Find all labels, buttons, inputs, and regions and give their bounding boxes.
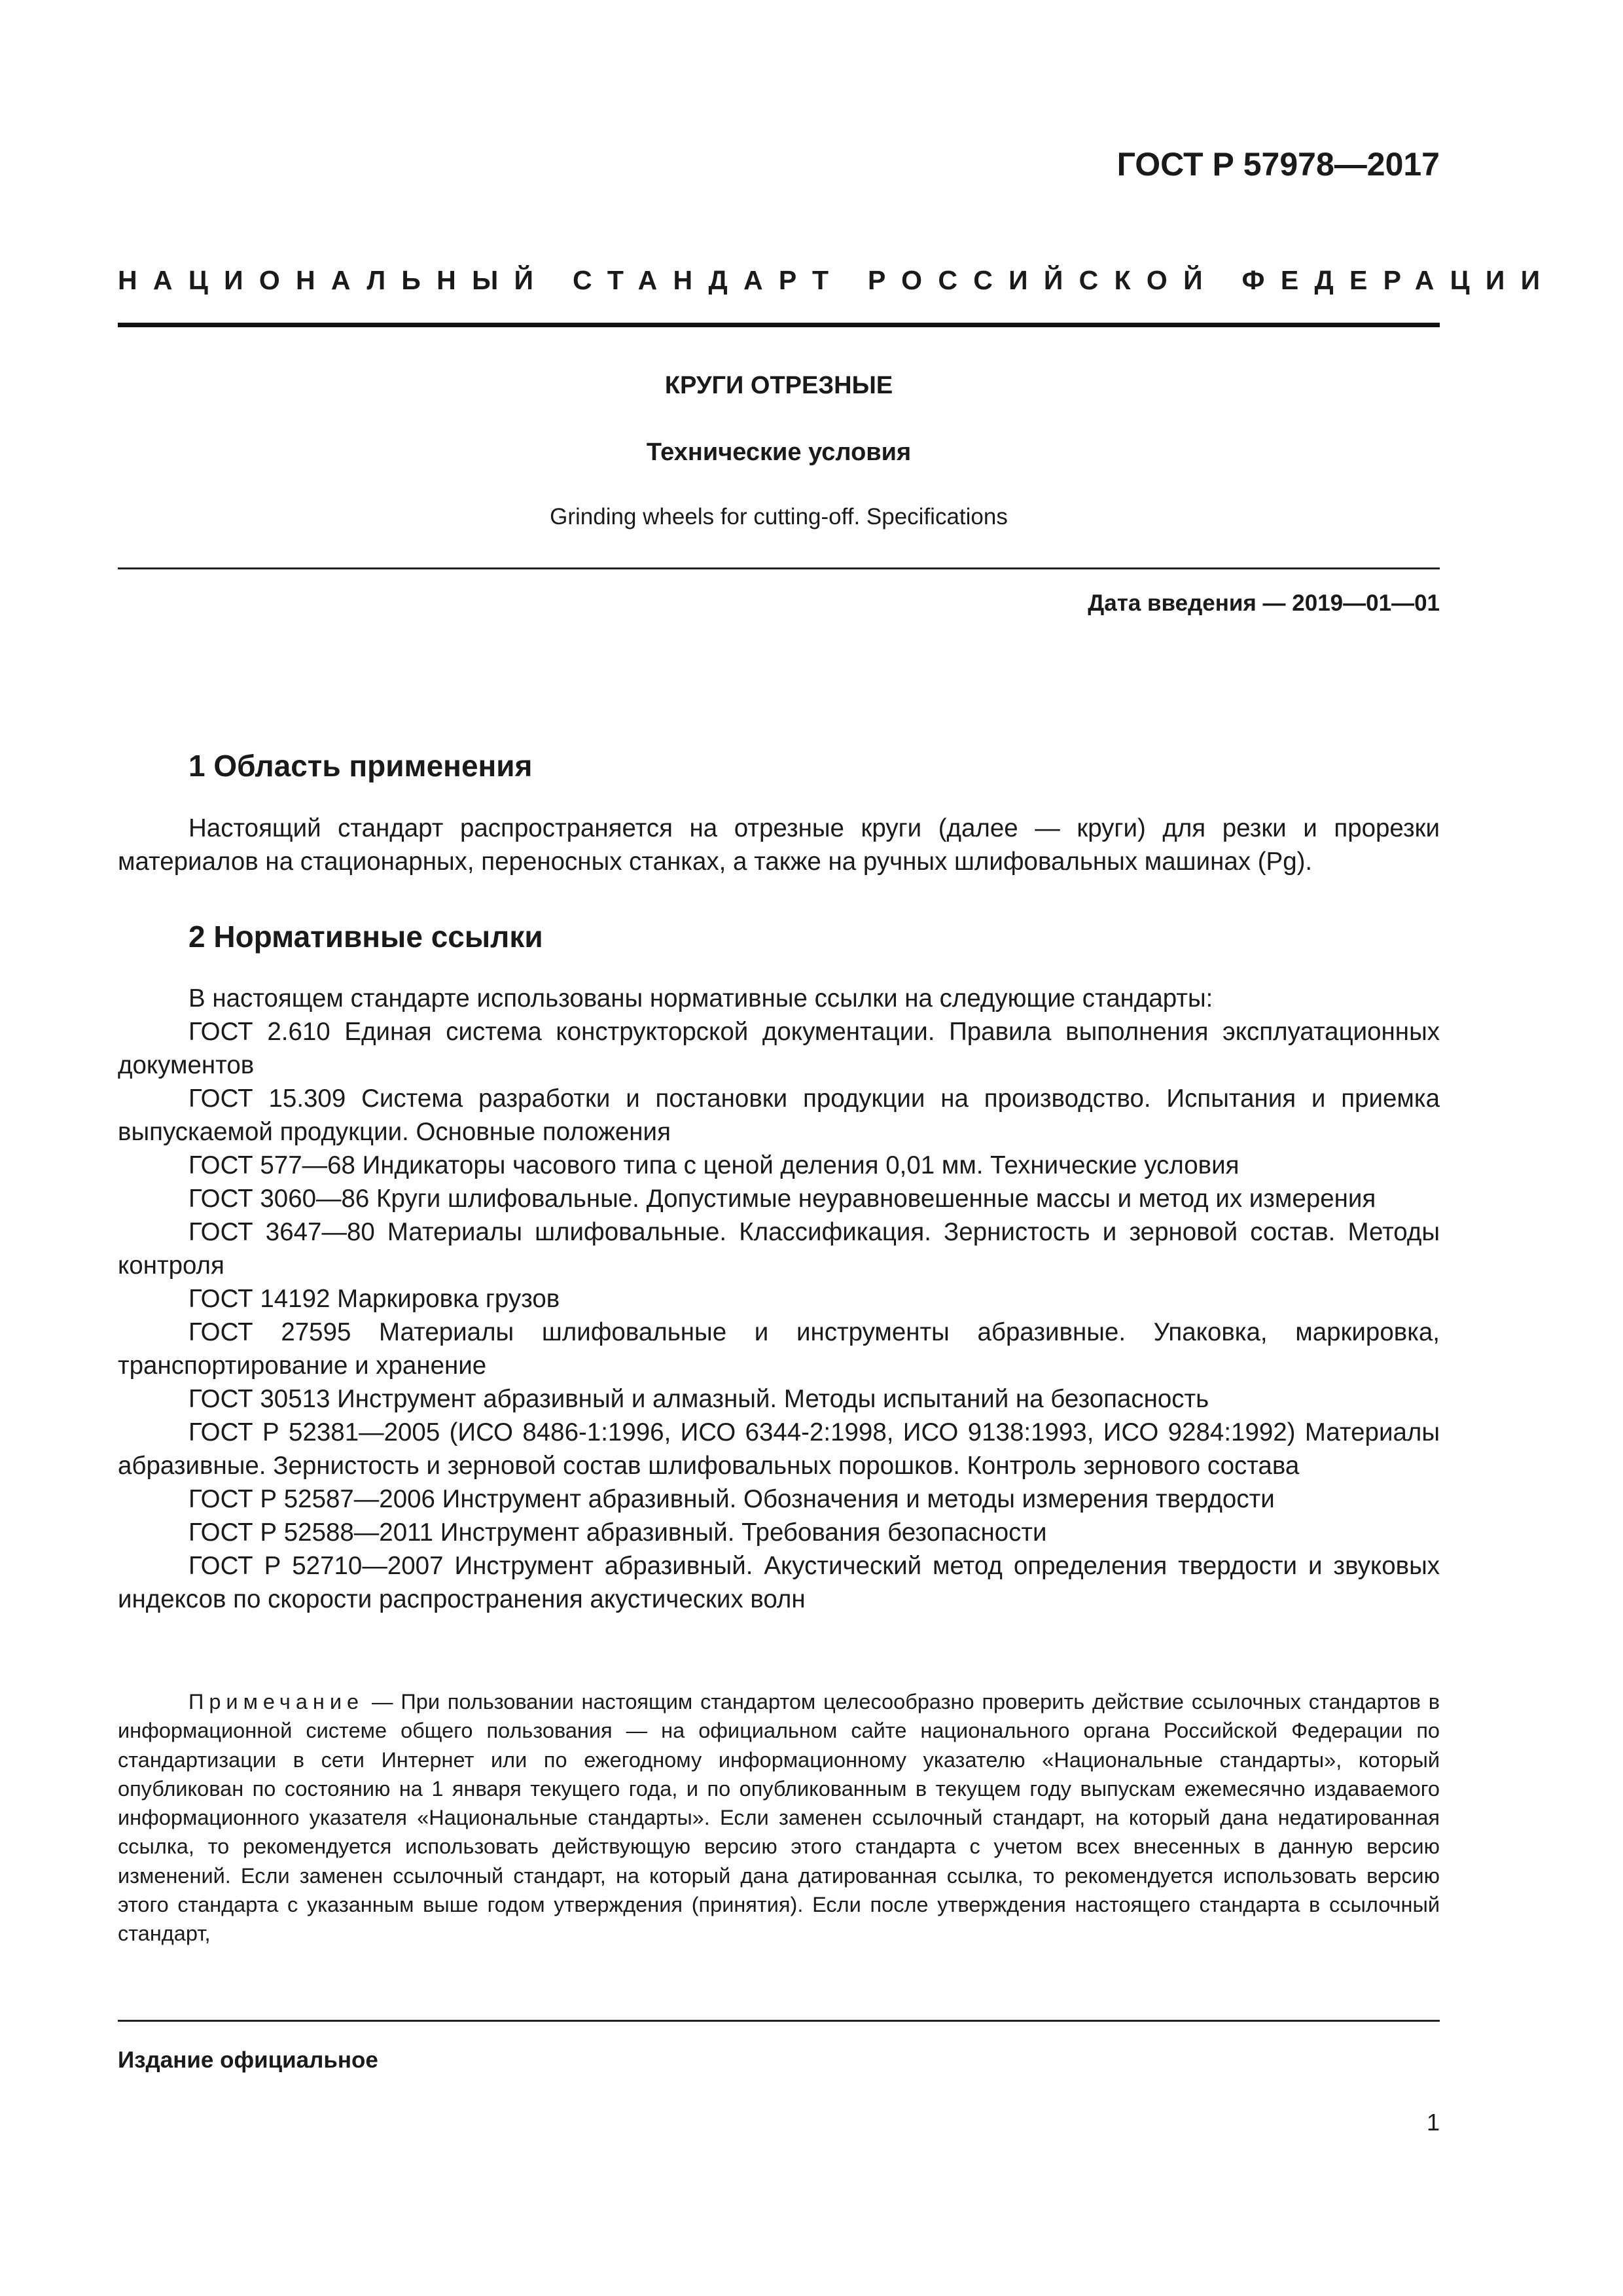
reference-item: ГОСТ Р 52710—2007 Инструмент абразивный. Акустический метод определения твердости и звуковых индексов по скорости распространения акустических волн — [118, 1552, 1440, 1613]
english-title: Grinding wheels for cutting-off. Specifications — [550, 504, 1008, 529]
page-number: 1 — [1426, 2109, 1440, 2136]
document-title: КРУГИ ОТРЕЗНЫЕ — [664, 372, 893, 399]
official-edition-label: Издание официальное — [118, 2047, 378, 2073]
reference-item: ГОСТ 14192 Маркировка грузов — [188, 1285, 560, 1313]
section-1-paragraph: Настоящий стандарт распространяется на отрезные круги (далее — круги) для резки и прорезки материалов на стационарных, переносных станках, а также на ручных шлифовальных машинах (Pg). — [118, 814, 1440, 876]
reference-item: ГОСТ 15.309 Система разработки и постановки продукции на производство. Испытания и приемка выпускаемой продукции. Основные положения — [118, 1085, 1440, 1146]
footer-divider — [118, 2020, 1440, 2022]
reference-item: ГОСТ Р 52381—2005 (ИСО 8486-1:1996, ИСО 6344-2:1998, ИСО 9138:1993, ИСО 9284:1992) Материалы абразивные. Зернистость и зерновой состав шлифовальных порошков. Контроль зернового состава — [118, 1418, 1440, 1480]
section-1-body — [118, 812, 1440, 878]
section-2-body — [118, 982, 1440, 1616]
section-1-heading: 1 Область применения — [188, 749, 533, 783]
reference-item: ГОСТ 30513 Инструмент абразивный и алмазный. Методы испытаний на безопасность — [188, 1385, 1209, 1413]
document-page — [118, 0, 1556, 2296]
note-text: — При пользовании настоящим стандартом целесообразно проверить действие ссылочных стандартов в информационной системе общего пользования — на официальном сайте национального органа Российской Федерации по стандартизации в сети Интернет или по ежегодному информационному указателю «Национальные стандарты», который опубликован по состоянию на 1 января текущего года, и по опубликованным в текущем году выпускам ежемесячно издаваемого информационного указателя «Национальные стандарты». Если заменен ссылочный стандарт, на который дана недатированная ссылка, то рекомендуется использовать действующую версию этого стандарта с учетом всех внесенных в данную версию изменений. Если заменен ссылочный стандарт, на который дана датированная ссылка, то рекомендуется использовать версию этого стандарта с указанным выше годом утверждения (принятия). Если после утверждения настоящего стандарта в ссылочный стандарт, — [118, 1690, 1440, 1946]
header-divider — [118, 323, 1440, 327]
reference-item: ГОСТ 3060—86 Круги шлифовальные. Допустимые неуравновешенные массы и метод их измерения — [188, 1185, 1376, 1213]
note-paragraph — [118, 1687, 1440, 1948]
reference-item: ГОСТ Р 52587—2006 Инструмент абразивный. Обозначения и методы измерения твердости — [188, 1485, 1275, 1513]
section-2-heading: 2 Нормативные ссылки — [188, 920, 543, 954]
reference-item: ГОСТ Р 52588—2011 Инструмент абразивный. Требования безопасности — [188, 1518, 1047, 1547]
note-label: Примечание — [188, 1690, 365, 1713]
national-standard-banner: НАЦИОНАЛЬНЫЙ СТАНДАРТ РОССИЙСКОЙ ФЕДЕРАЦИИ — [118, 265, 1556, 295]
document-subtitle: Технические условия — [646, 439, 912, 466]
reference-item: ГОСТ 577—68 Индикаторы часового типа с ценой деления 0,01 мм. Технические условия — [188, 1151, 1240, 1179]
reference-item: ГОСТ 2.610 Единая система конструкторской документации. Правила выполнения эксплуатационных документов — [118, 1018, 1440, 1079]
introduction-date: Дата введения — 2019—01—01 — [1088, 590, 1440, 616]
reference-item: ГОСТ 3647—80 Материалы шлифовальные. Классификация. Зернистость и зерновой состав. Методы контроля — [118, 1218, 1440, 1280]
section-2-intro: В настоящем стандарте использованы нормативные ссылки на следующие стандарты: — [188, 984, 1213, 1013]
reference-item: ГОСТ 27595 Материалы шлифовальные и инструменты абразивные. Упаковка, маркировка, транспортирование и хранение — [118, 1318, 1440, 1380]
title-divider — [118, 567, 1440, 569]
document-number: ГОСТ Р 57978—2017 — [1116, 146, 1440, 183]
